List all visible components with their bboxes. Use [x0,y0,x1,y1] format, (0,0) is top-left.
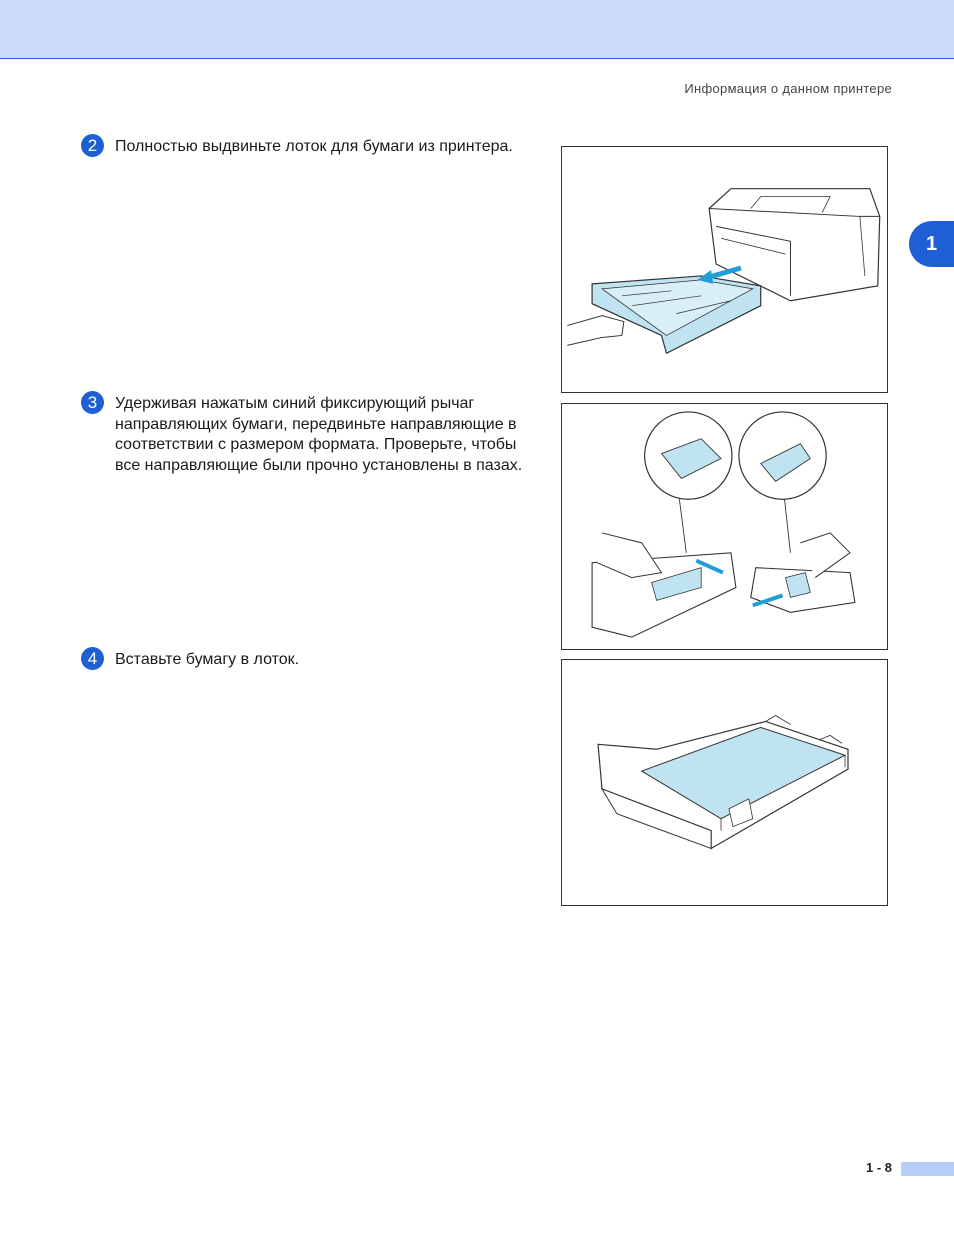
step-number-badge: 2 [81,134,104,157]
page-number: 1 - 8 [865,1160,892,1175]
illustration-adjust-guides [562,404,887,649]
running-header: Информация о данном принтере [684,81,892,96]
step-instruction: Вставьте бумагу в лоток. [115,651,300,668]
illustration-insert-paper [562,660,887,905]
step-instruction: Полностью выдвиньте лоток для бумаги из принтера. [115,138,513,155]
footer-band [901,1162,954,1176]
step-number-badge: 3 [81,391,104,414]
illustration-pull-out-tray [562,147,887,392]
top-header-band [0,0,954,59]
chapter-tab[interactable] [909,221,954,267]
step-instruction: Удерживая нажатым синий фиксирующий рычаг направляющих бумаги, передвиньте направляющие в соответствии с размером формата. Проверьте, чтобы все направляющие были прочно установлены в пазах. [115,395,523,474]
step-number-badge: 4 [81,647,104,670]
figure-insert-paper [561,659,888,906]
chapter-tab-label: 1 [926,232,938,255]
figure-adjust-guides [561,403,888,650]
figure-pull-out-tray [561,146,888,393]
